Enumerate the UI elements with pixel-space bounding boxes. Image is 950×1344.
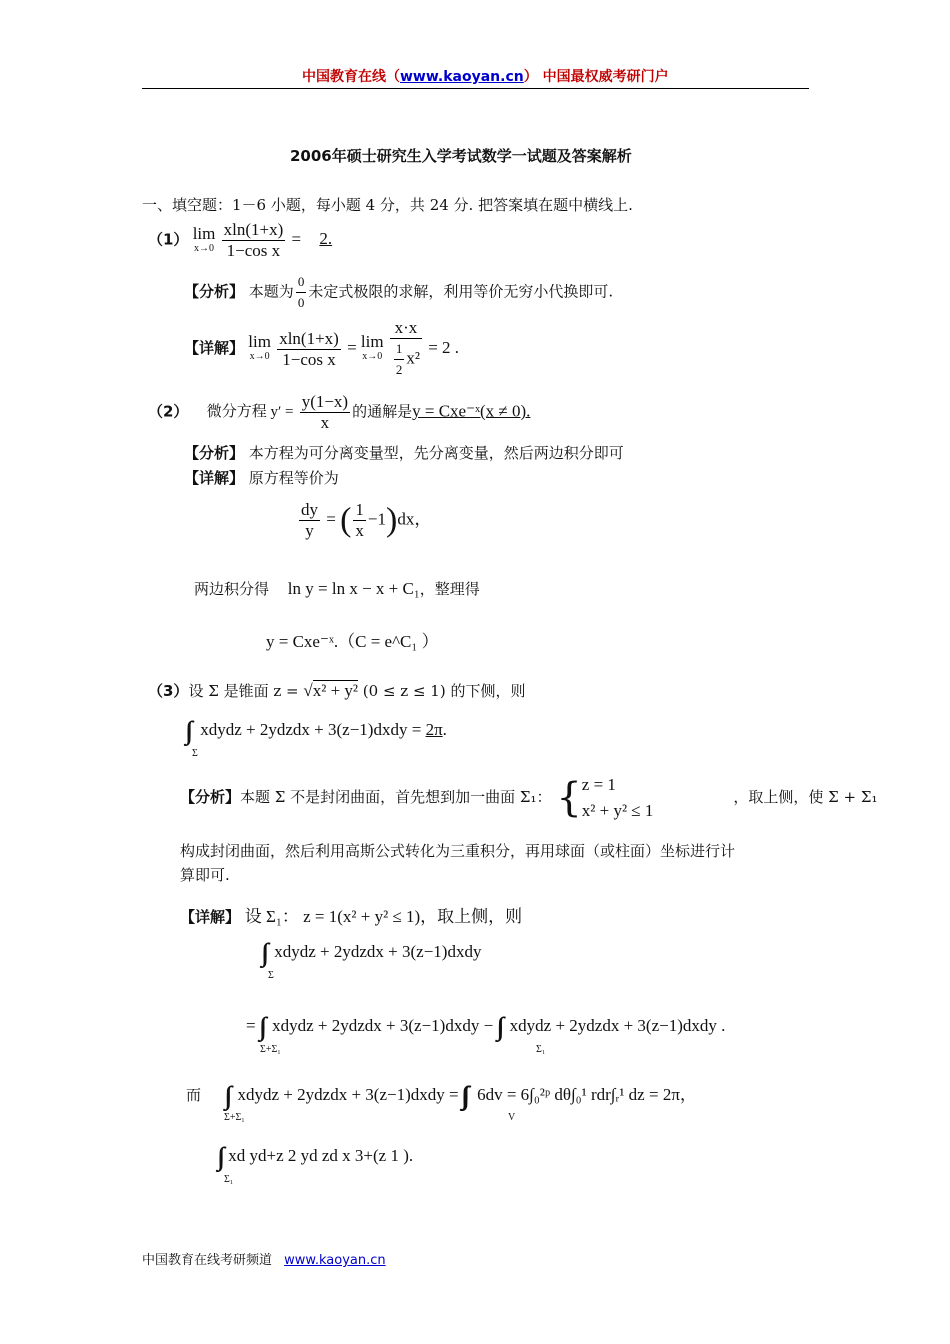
sys-line1: z = 1: [581, 775, 616, 794]
q3-analysis: [180, 772, 878, 824]
q3-cond: (0 ≤ z ≤ 1) 的下侧，则: [362, 682, 526, 700]
sys-line2: x² + y² ≤ 1: [581, 801, 654, 820]
line-c-mid: xdydz + 2ydzdx + 3(z−1)dxdy =: [237, 1085, 459, 1104]
integral-sub: Σ₁: [224, 1174, 234, 1185]
doc-title: 2006年硕士研究生入学考试数学一试题及答案解析: [290, 147, 632, 165]
analysis-label: 【分析】: [184, 444, 245, 462]
q3-detail: [180, 902, 522, 927]
q1-equation: [148, 220, 332, 261]
header-left: 中国教育在线（: [302, 69, 400, 85]
integrate-post: ，整理得: [419, 580, 480, 598]
line-c-pre: 而: [186, 1088, 202, 1104]
q2-den: x: [320, 413, 330, 432]
half-den: 2: [395, 362, 403, 377]
q2-pre: 微分方程 y′ =: [206, 404, 294, 421]
right-paren: ): [386, 501, 398, 539]
lim-text: lim: [360, 332, 384, 351]
q1-analysis-pre: 本题为: [248, 282, 294, 301]
integrand: xdydz + 2ydzdx + 3(z−1)dxdy =: [200, 719, 422, 739]
footer-link[interactable]: www.kaoyan.cn: [284, 1253, 386, 1268]
frac-den: [390, 339, 422, 380]
q1-den: 1−cos x: [226, 241, 281, 260]
q3-answer: 2π: [425, 719, 443, 739]
analysis-label: 【分析】: [184, 282, 245, 301]
q1-label: （1）: [148, 230, 189, 249]
minus-one: −1: [367, 509, 387, 529]
integral-sub: Σ+Σ₁: [260, 1044, 281, 1055]
integral-sub: Σ: [268, 970, 274, 981]
q2-label: （2）: [148, 402, 189, 421]
q2-detail-text: 原方程等价为: [248, 469, 339, 487]
line-a-expr: xdydz + 2ydzdx + 3(z−1)dxdy: [274, 941, 482, 961]
q2-final: y = Cxe⁻ˣ.（C = e^C₁ ）: [266, 632, 439, 651]
dy: dy: [301, 500, 318, 519]
q2-answer: y = Cxe⁻ˣ(x ≠ 0).: [412, 401, 531, 421]
integral-sub: Σ₁: [536, 1044, 546, 1055]
q2-analysis: [184, 442, 624, 463]
q1-detail-frac2: [390, 318, 422, 380]
surface-system: [582, 772, 654, 824]
eq-sign: =: [347, 337, 357, 357]
q3-line-a: [262, 938, 482, 981]
q1-detail-end: = 2 .: [428, 337, 460, 357]
header-rule: [142, 88, 809, 89]
dot: .: [442, 719, 447, 739]
detail-label: 【详解】: [180, 908, 241, 926]
detail-label: 【详解】: [184, 469, 245, 487]
q1-detail: [184, 318, 459, 380]
q3-analysis-line3: 算即可.: [180, 866, 230, 884]
zero-den: 0: [297, 295, 305, 310]
q2-num: y(1−x): [301, 392, 349, 411]
one-over-x: [353, 500, 366, 541]
q2-fraction: [300, 392, 350, 433]
zero-num: 0: [296, 272, 307, 293]
q1-answer: 2.: [319, 229, 333, 249]
lim-text: lim: [192, 223, 216, 243]
q1-detail-lim1: [248, 334, 271, 364]
lim-sub: x→0: [249, 351, 270, 362]
detail-label: 【详解】: [184, 338, 245, 357]
q1-fraction: [222, 220, 286, 261]
line-d-expr: xd yd+z 2 yd zd x 3+(z 1 ).: [228, 1145, 414, 1165]
analysis-label: 【分析】: [180, 788, 241, 806]
q1-analysis: [184, 272, 613, 313]
eq-sign: =: [246, 1015, 256, 1035]
q1-eq: =: [291, 229, 302, 249]
frac-num: x·x: [390, 318, 422, 339]
q3-integral: [186, 716, 447, 759]
line-b-end: xdydz + 2ydzdx + 3(z−1)dxdy .: [509, 1015, 726, 1035]
half: [394, 339, 405, 380]
y: y: [305, 521, 314, 540]
q2-equation: [148, 392, 530, 433]
lim-text: lim: [248, 332, 271, 351]
q3-label: （3）: [148, 682, 189, 700]
page-header: [302, 66, 669, 86]
left-paren: (: [340, 501, 352, 539]
sqrt-body: x² + y²: [312, 681, 358, 700]
sqrt-expr: √x² + y²: [303, 681, 358, 700]
q3-line-c: [186, 1080, 697, 1123]
q2-detail: [184, 467, 339, 488]
q1-num: xln(1+x): [223, 220, 284, 239]
q3-analysis-post: ，取上侧，使 Σ + Σ₁: [733, 788, 878, 806]
q3-line-b: [246, 1012, 726, 1055]
q2-separated-eq: [297, 500, 431, 541]
lim-sub: x→0: [362, 351, 383, 362]
header-right: ） 中国最权威考研门户: [523, 69, 669, 85]
q3-analysis-pre: 本题 Σ 不是封闭曲面，首先想到加一曲面 Σ₁：: [240, 788, 552, 806]
lim-sub: x→0: [194, 242, 215, 254]
q3-analysis-line2: 构成封闭曲面，然后利用高斯公式转化为三重积分，再用球面（或柱面）坐标进行计: [180, 842, 736, 860]
line-c-end: 6dv = 6∫₀²ᵖ dθ∫₀¹ rdr∫ᵣ¹ dz = 2π，: [477, 1085, 697, 1104]
integrate-eq: ln y = ln x − x + C₁: [287, 579, 420, 598]
q3-pre: 设 Σ 是锥面 z =: [188, 682, 299, 700]
one: 1: [355, 500, 364, 519]
x: x: [355, 521, 364, 540]
q1-detail-lim2: [361, 334, 384, 364]
q3-line-d: [218, 1142, 414, 1185]
q1-analysis-post: 未定式极限的求解，利用等价无穷小代换即可.: [308, 282, 614, 301]
q3-statement: [148, 680, 525, 701]
dx: dx，: [397, 509, 432, 529]
frac-num: xln(1+x): [279, 328, 339, 348]
integral-sub: Σ+Σ₁: [224, 1112, 245, 1123]
eq-sign: =: [326, 509, 336, 529]
header-link[interactable]: www.kaoyan.cn: [400, 69, 524, 85]
zero-over-zero: [296, 272, 307, 313]
integrate-pre: 两边积分得: [194, 580, 270, 598]
q1-lim: [192, 223, 216, 256]
section-heading: 一、填空题：1－6 小题，每小题 4 分，共 24 分. 把答案填在题中横线上.: [142, 196, 633, 214]
q3-detail-text: 设 Σ₁： z = 1(x² + y² ≤ 1)，取上侧，则: [244, 907, 523, 926]
half-num: 1: [394, 339, 405, 360]
frac-den: 1−cos x: [282, 349, 336, 369]
q2-integrate: [194, 578, 480, 599]
q2-analysis-text: 本方程为可分离变量型，先分离变量，然后两边积分即可: [248, 444, 624, 462]
integral-sub: V: [508, 1112, 516, 1123]
line-b-mid: xdydz + 2ydzdx + 3(z−1)dxdy −: [272, 1015, 494, 1035]
x-squared: x²: [406, 348, 420, 368]
integral-sub: Σ: [192, 748, 198, 759]
q2-mid: 的通解是: [352, 404, 413, 421]
footer-text: 中国教育在线考研频道: [142, 1253, 273, 1268]
page-footer: [142, 1249, 386, 1268]
brace: {: [556, 775, 582, 821]
dy-over-y: [299, 500, 320, 541]
q1-detail-frac1: [277, 329, 341, 370]
